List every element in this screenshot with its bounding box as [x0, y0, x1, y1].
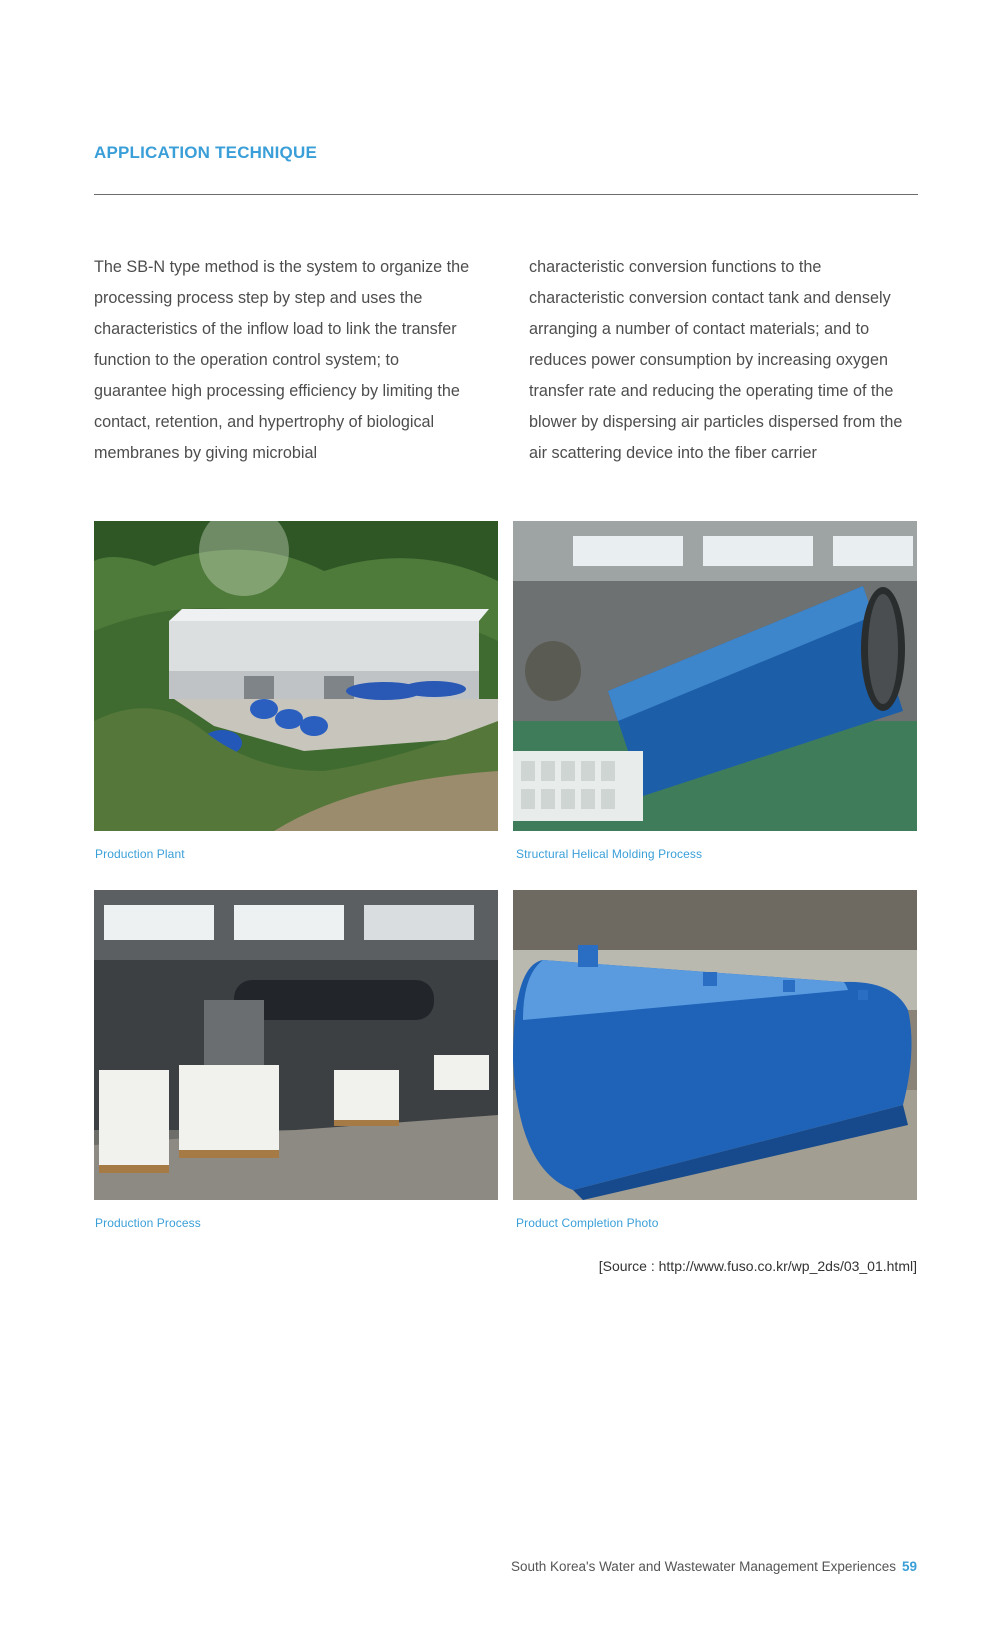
page-number: 59 — [901, 1559, 917, 1574]
figure-caption: Product Completion Photo — [516, 1216, 659, 1230]
production-process-photo — [94, 890, 498, 1200]
figure-caption: Production Process — [95, 1216, 201, 1230]
body-text-left-column: The SB-N type method is the system to organize the processing process step by step and uses the characteristics of the inflow load to link the transfer function to the operation control system; to guarantee high processing efficiency by limiting the contact, retention, and hypertrophy of biological membranes by giving microbial — [94, 258, 470, 462]
production-plant-photo — [94, 521, 498, 831]
page-footer — [511, 1559, 917, 1574]
section-title: APPLICATION TECHNIQUE — [94, 143, 318, 162]
helical-molding-photo — [513, 521, 917, 831]
source-citation: [Source : http://www.fuso.co.kr/wp_2ds/03_01.html] — [598, 1258, 917, 1274]
header-divider — [94, 194, 918, 195]
figure-caption: Structural Helical Molding Process — [516, 847, 703, 861]
figure-caption: Production Plant — [95, 847, 185, 861]
product-completion-photo — [513, 890, 917, 1200]
body-text-right-column: characteristic conversion functions to the characteristic conversion contact tank and densely arranging a number of contact materials; and to reduces power consumption by increasing oxygen transfer rate and reducing the operating time of the blower by dispersing air particles dispersed from the air scattering device into the fiber carrier — [529, 258, 903, 462]
footer-text: South Korea's Water and Wastewater Management Experiences — [510, 1559, 896, 1574]
